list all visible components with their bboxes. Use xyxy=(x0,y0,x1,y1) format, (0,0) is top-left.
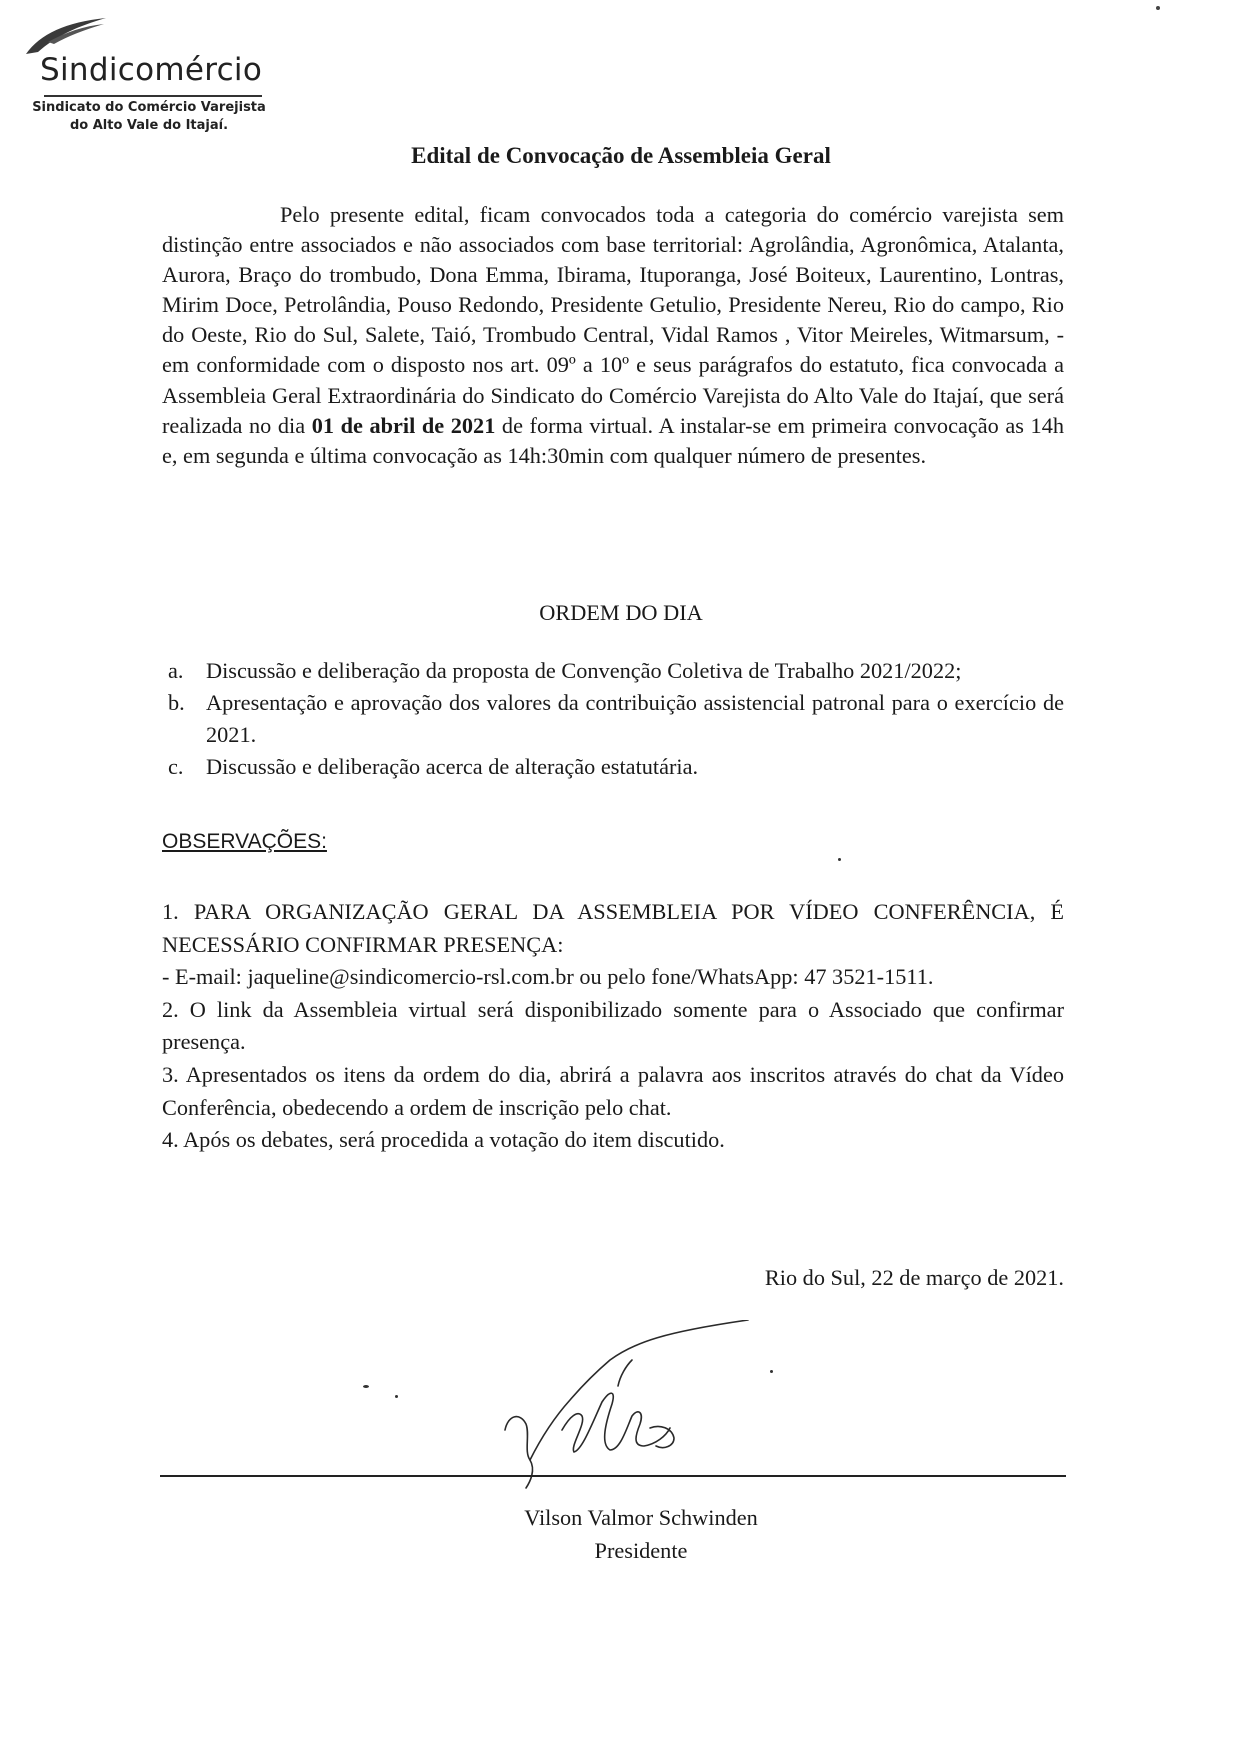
observations-list xyxy=(162,896,1064,1157)
agenda-item xyxy=(162,687,1064,751)
agenda-item xyxy=(162,655,1064,687)
observations-heading: OBSERVAÇÕES: xyxy=(162,830,327,853)
agenda-marker: a. xyxy=(168,658,184,683)
agenda-marker: c. xyxy=(168,754,184,779)
scan-speck xyxy=(1156,6,1160,10)
agenda-text: Discussão e deliberação da proposta de Convenção Coletiva de Trabalho 2021/2022; xyxy=(206,658,962,683)
agenda-list xyxy=(162,655,1064,783)
scan-speck xyxy=(838,858,841,861)
meeting-date: 01 de abril de 2021 xyxy=(311,412,496,438)
handwritten-signature xyxy=(500,1320,770,1490)
agenda-heading: ORDEM DO DIA xyxy=(539,600,703,625)
observation-item: 3. Apresentados os itens da ordem do dia, abrirá a palavra aos inscritos através do chat da Vídeo Conferência, obedecendo a ordem de inscrição pelo chat. xyxy=(162,1061,1064,1120)
sindicomercio-logo xyxy=(18,12,268,132)
scan-speck xyxy=(363,1385,369,1388)
convocation-paragraph xyxy=(162,200,1064,471)
place-date: Rio do Sul, 22 de março de 2021. xyxy=(764,1265,1064,1290)
document-title: Edital de Convocação de Assembleia Geral xyxy=(411,143,831,168)
observation-item: 2. O link da Assembleia virtual será disponibilizado somente para o Associado que confirmar presença. xyxy=(162,996,1064,1055)
org-subtitle-line2: do Alto Vale do Itajaí. xyxy=(69,118,229,133)
scan-speck xyxy=(395,1395,398,1398)
signer-name: Vilson Valmor Schwinden xyxy=(524,1505,758,1530)
scan-speck xyxy=(770,1370,773,1373)
signer-role: Presidente xyxy=(594,1538,688,1563)
observation-item: 1. PARA ORGANIZAÇÃO GERAL DA ASSEMBLEIA POR VÍDEO CONFERÊNCIA, É NECESSÁRIO CONFIRMAR PRESENÇA: xyxy=(162,899,1064,957)
logo-divider xyxy=(44,95,262,97)
agenda-marker: b. xyxy=(168,690,185,715)
observation-item: 4. Após os debates, será procedida a votação do item discutido. xyxy=(162,1127,725,1153)
intro-text-part1: Pelo presente edital, ficam convocados toda a categoria do comércio varejista sem distinção entre associados e não associados com base territorial: Agrolândia, Agronômica, Atalanta, Aurora, Braço do trombudo, Dona Emma, Ibirama, Ituporanga, José Boiteux, Laurentino, Lontras, Mirim Doce, Petrolândia, Pouso Redondo, Presidente Getulio, Presidente Nereu, Rio do campo, Rio do Oeste, Rio do Sul, Salete, Taió, Trombudo Central, Vidal Ramos , Vitor Meireles, Witmarsum, - em conformidade com o disposto nos art. 09º a 10º e seus parágrafos do estatuto, fica convocada a Assembleia Geral Extraordinária do Sindicato do Comércio Varejista do Alto Vale do Itajaí, que será realizada no dia xyxy=(162,202,1064,438)
agenda-text: Apresentação e aprovação dos valores da contribuição assistencial patronal para o exercício de 2021. xyxy=(206,690,1064,747)
org-name: Sindicomércio xyxy=(40,52,263,88)
intro-text-part2: de forma virtual. A instalar-se em primeira convocação as 14h e, em segunda e última convocação as 14h:30min com qualquer número de presentes. xyxy=(162,412,1064,468)
agenda-item xyxy=(162,751,1064,783)
agenda-text: Discussão e deliberação acerca de alteração estatutária. xyxy=(206,754,699,779)
signature-line xyxy=(160,1475,1066,1477)
observation-item: - E-mail: jaqueline@sindicomercio-rsl.com.br ou pelo fone/WhatsApp: 47 3521-1511. xyxy=(162,964,934,990)
org-subtitle-line1: Sindicato do Comércio Varejista xyxy=(32,100,266,115)
